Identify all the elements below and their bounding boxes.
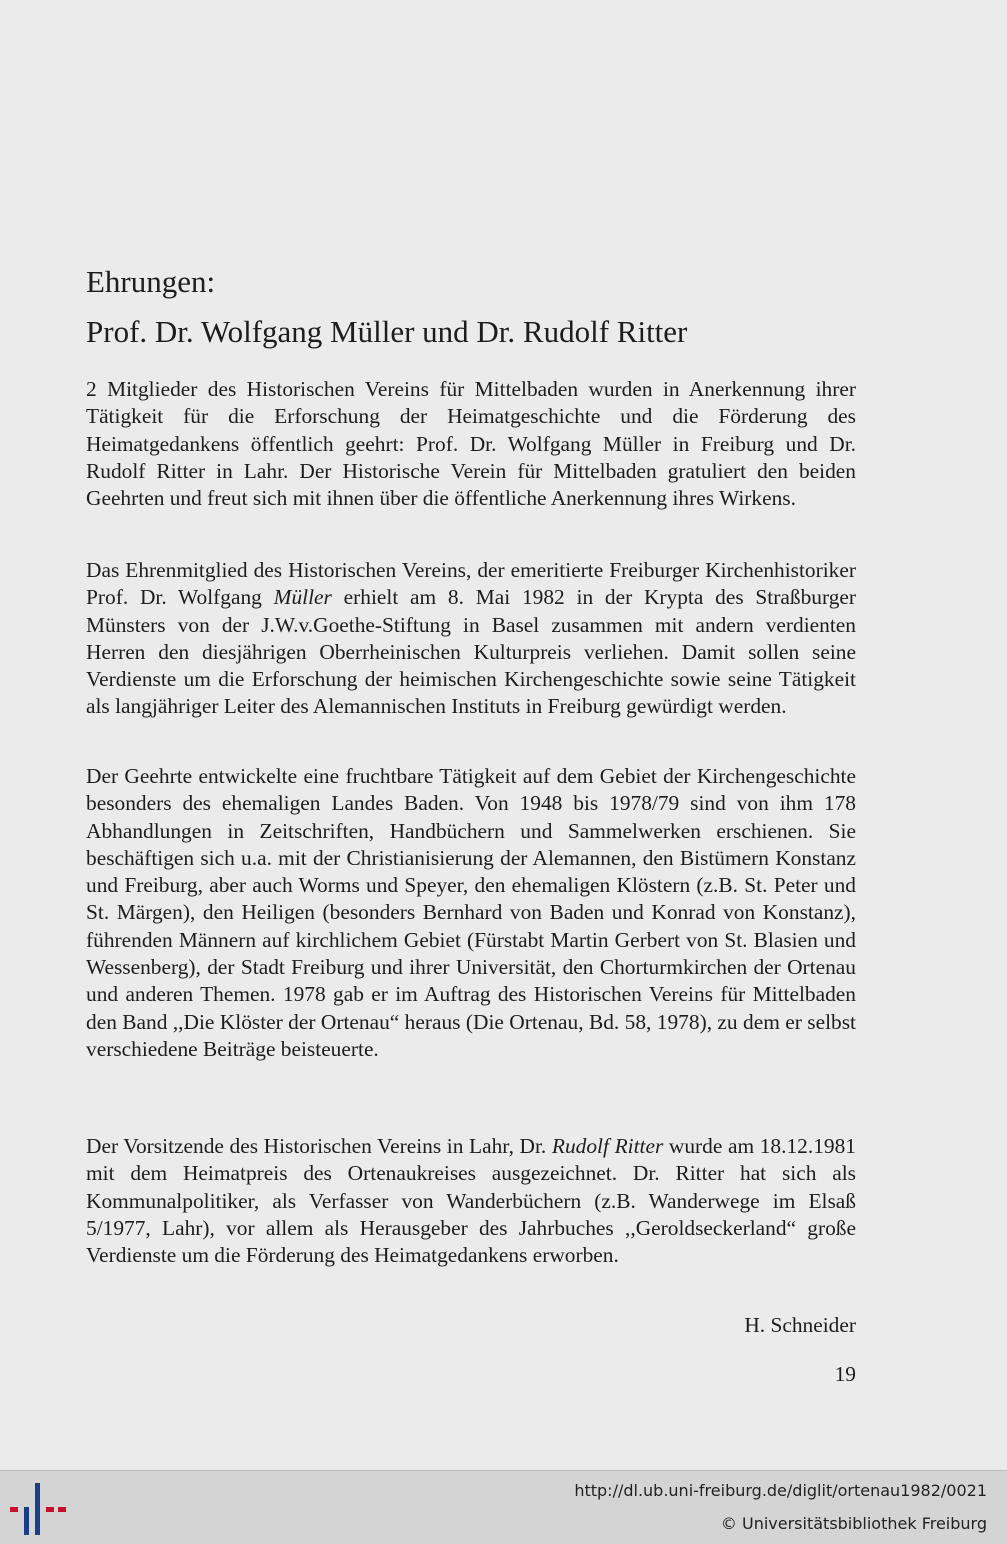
- article-title: Ehrungen:: [86, 264, 216, 299]
- paragraph-2-block: [86, 557, 856, 721]
- paragraph-1: 2 Mitglieder des Historischen Vereins für Mittelbaden wurden in Anerkennung ihrer Tätigkeit für die Erforschung der Heimatgeschichte und die Förderung des Heimatgedankens öffentlich geehrt: Prof. Dr. Wolfgang Müller in Freiburg und Dr. Rudolf Ritter in Lahr. Der Historische Verein für Mittelbaden gratuliert den beiden Geehrten und freut sich mit ihnen über die öffentliche Anerkennung ihres Wirkens.: [86, 377, 856, 511]
- name-mueller: Müller: [273, 585, 332, 610]
- paragraph-4-text-b: wurde am 18.12.1981 mit dem Heimatpreis des Ortenaukreises ausgezeichnet. Dr. Ritter hat sich als Kommunalpolitiker, als Verfasser von Wanderbüchern (z.B. Wanderwege im Elsaß 5/1977, Lahr), vor allem als Herausgeber des Jahrbuches ,,Geroldseckerland“ große Verdienste um die Förderung des Heimatgedankens erworben.: [86, 1134, 856, 1268]
- paragraph-2: [86, 557, 856, 721]
- paragraph-4-block: [86, 1133, 856, 1269]
- page-number: 19: [834, 1362, 856, 1386]
- viewer-footer: [0, 1470, 1007, 1544]
- author-signature: H. Schneider: [744, 1313, 856, 1337]
- document-url-link[interactable]: http://dl.ub.uni-freiburg.de/diglit/ortenau1982/0021: [574, 1481, 987, 1500]
- paragraph-2-text-b: erhielt am 8. Mai 1982 in der Krypta des Straßburger Münsters von der J.W.v.Goethe-Stiftung in Basel zusammen mit andern verdienten Herren den diesjährigen Oberrheinischen Kulturpreis verliehen. Damit sollen seine Verdienste um die Erforschung der heimischen Kirchengeschichte sowie seine Tätigkeit als langjähriger Leiter des Alemannischen Instituts in Freiburg gewürdigt werden.: [86, 585, 857, 719]
- paragraph-1-block: [86, 376, 856, 512]
- paragraph-4-text-a: Der Vorsitzende des Historischen Vereins in Lahr, Dr.: [86, 1134, 552, 1158]
- paragraph-4: [86, 1133, 856, 1269]
- ub-freiburg-logo-icon: [10, 1483, 66, 1535]
- paragraph-3: Der Geehrte entwickelte eine fruchtbare Tätigkeit auf dem Gebiet der Kirchengeschichte besonders des ehemaligen Landes Baden. Von 1948 bis 1978/79 sind von ihm 178 Abhandlungen in Zeitschriften, Handbüchern und Sammelwerken erschienen. Sie beschäftigen sich u.a. mit der Christianisierung der Alemannen, den Bistümern Konstanz und Freiburg, aber auch Worms und Speyer, den ehemaligen Klöstern (z.B. St. Peter und St. Märgen), den Heiligen (besonders Bernhard von Baden und Konrad von Konstanz), führenden Männern auf kirchlichem Gebiet (Fürstabt Martin Gerbert von St. Blasien und Wessenberg), der Stadt Freiburg und ihrer Universität, den Chorturmkirchen der Ortenau und anderen Themen. 1978 gab er im Auftrag des Historischen Vereins für Mittelbaden den Band ,,Die Klöster der Ortenau“ heraus (Die Ortenau, Bd. 58, 1978), zu dem er selbst verschiedene Beiträge beisteuerte.: [86, 764, 856, 1061]
- paragraph-3-block: [86, 763, 856, 1063]
- copyright-notice: © Universitätsbibliothek Freiburg: [720, 1514, 987, 1533]
- name-ritter: Rudolf Ritter: [551, 1134, 664, 1158]
- article-subtitle: Prof. Dr. Wolfgang Müller und Dr. Rudolf Ritter: [86, 314, 688, 349]
- paragraph-2-text-a: Das Ehrenmitglied des Historischen Vereins, der emeritierte Freiburger Kirchenhistoriker Prof. Dr. Wolfgang: [86, 558, 856, 610]
